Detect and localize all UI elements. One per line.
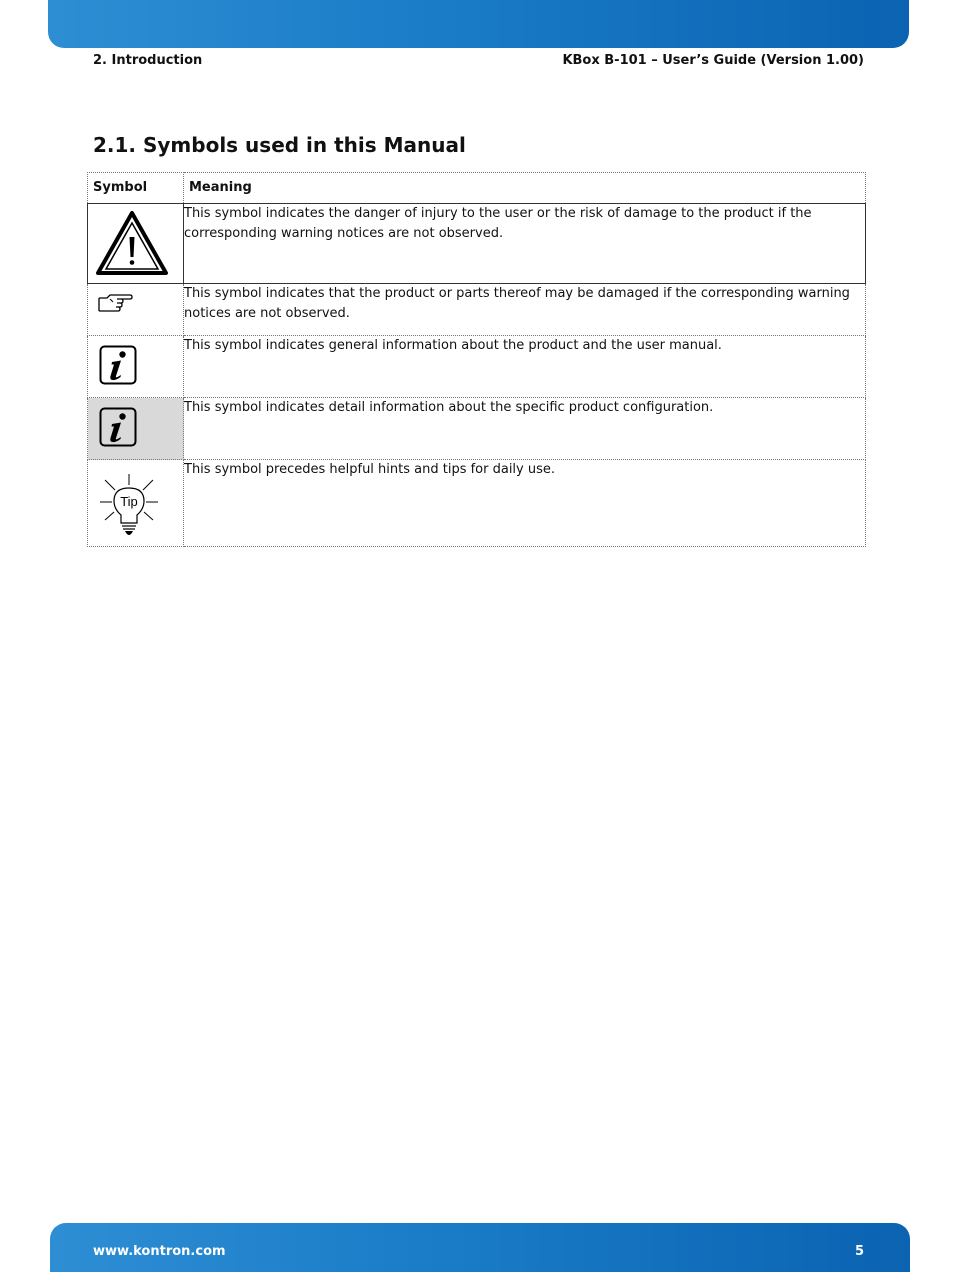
table-row (88, 284, 866, 336)
meaning-cell: This symbol indicates general information about the product and the user manual. (184, 336, 866, 398)
meaning-cell: This symbol indicates detail information about the specific product configuration. (184, 398, 866, 460)
table-row (88, 398, 866, 460)
tip-label: Tip (120, 494, 138, 509)
column-header-symbol: Symbol (88, 173, 184, 204)
symbol-cell (88, 284, 184, 336)
table-row (88, 460, 866, 547)
header-doc-title: KBox B-101 – User’s Guide (Version 1.00) (562, 53, 864, 68)
symbol-cell (88, 398, 184, 460)
meaning-cell: This symbol precedes helpful hints and tips for daily use. (184, 460, 866, 547)
tip-lightbulb-icon (88, 460, 183, 536)
header-chapter: 2. Introduction (93, 53, 203, 68)
table-row (88, 336, 866, 398)
column-header-meaning: Meaning (184, 173, 866, 204)
meaning-cell: This symbol indicates that the product or parts thereof may be damaged if the corresponding warning notices are not observed. (184, 284, 866, 336)
danger-warning-triangle-icon (88, 204, 183, 276)
symbol-cell (88, 336, 184, 398)
table-row (88, 204, 866, 284)
information-icon (88, 336, 183, 385)
symbol-cell (88, 460, 184, 547)
symbols-table (87, 172, 866, 547)
section-title: 2.1. Symbols used in this Manual (93, 133, 466, 157)
table-header-row (88, 173, 866, 204)
header-band (48, 0, 909, 48)
footer-website-link[interactable]: www.kontron.com (93, 1244, 226, 1259)
pointing-hand-icon (88, 284, 183, 314)
detail-information-icon (88, 398, 183, 447)
meaning-cell: This symbol indicates the danger of injury to the user or the risk of damage to the product if the corresponding warning notices are not observed. (184, 204, 866, 284)
symbol-cell (88, 204, 184, 284)
page-number: 5 (854, 1244, 864, 1259)
